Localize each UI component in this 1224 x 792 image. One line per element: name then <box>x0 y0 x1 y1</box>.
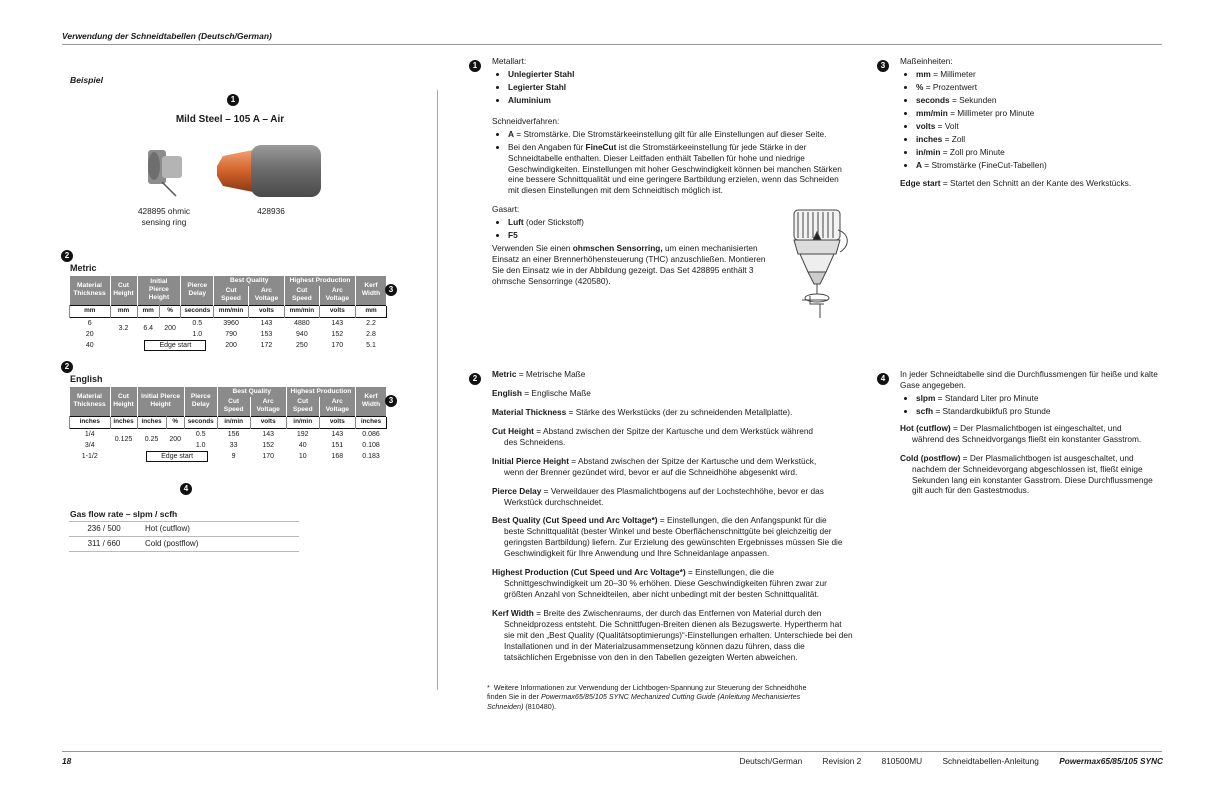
page-header: Verwendung der Schneidtabellen (Deutsch/German) <box>62 31 272 41</box>
term: English <box>492 387 522 398</box>
metric-label: Metric <box>70 263 97 273</box>
footer-doc-title: Schneidtabellen-Anleitung <box>942 756 1039 766</box>
col-pierce-height: Initial Pierce Height <box>137 276 181 305</box>
col-best-quality: Best Quality <box>217 387 286 397</box>
units-row <box>70 305 387 317</box>
cell: 172 <box>260 341 273 349</box>
term: Highest Production (Cut Speed und Arc Voltage*) <box>492 567 686 578</box>
unit-cell: % <box>166 416 184 428</box>
footnote <box>487 683 807 711</box>
definition-cont: beste Schnittqualität (bester Winkel und beste Oberflächenschnittgüte bei gleichzeitig der geringsten Bartbildung) liefern. Zur Erzielung des gewünschten Ergebnisses müssen Sie die Geschwindigkeit für Ihre Anwendung und Ihre Schneidanlage anpassen. <box>504 526 843 559</box>
col-highest-production: Highest Production <box>286 387 355 397</box>
term: mm/min <box>916 107 948 118</box>
cell: 1.0 <box>195 441 206 449</box>
cell: 2.8 <box>366 330 376 338</box>
term: seconds <box>916 94 950 105</box>
definition: (oder Stickstoff) <box>523 216 584 227</box>
cell-pierce-height: 0.25 <box>144 436 159 444</box>
definition-cont: Werkstück durchschneidet. <box>504 496 604 507</box>
table-row <box>69 522 299 537</box>
callout-badge-3-english: 3 <box>385 395 397 407</box>
callout-badge-2-english: 2 <box>61 361 73 373</box>
term: inches <box>916 133 943 144</box>
cell: 0.5 <box>192 319 203 327</box>
definition: Verwenden Sie einen <box>492 242 573 253</box>
section-badge-2: 2 <box>469 373 481 385</box>
cell: 0.086 <box>362 430 380 438</box>
cell: 2.2 <box>366 319 376 327</box>
definition: Bei den Angaben für <box>508 141 586 152</box>
cell: 4880 <box>294 319 310 327</box>
footer-doc-number: 810500MU <box>881 756 923 766</box>
col-cut-height: Cut Height <box>110 276 137 305</box>
list-item <box>916 108 1162 119</box>
definition-item <box>492 407 854 418</box>
footer-divider <box>62 751 1162 752</box>
cell-pierce-pct: 200 <box>169 436 182 444</box>
table-row <box>70 317 387 329</box>
col-material-thickness: Material Thickness <box>70 276 111 305</box>
col-highest-production: Highest Production <box>285 276 356 286</box>
unit-cell: % <box>159 305 180 317</box>
term: Hot (cutflow) <box>900 422 951 433</box>
unit-cell: volts <box>319 305 355 317</box>
cell: 9 <box>231 452 236 460</box>
callout-badge-1: 1 <box>227 94 239 106</box>
cell: 10 <box>298 452 307 460</box>
unit-cell: mm <box>356 305 387 317</box>
footnote-marker: * <box>487 683 490 692</box>
cell: 1/4 <box>84 430 95 438</box>
list-item <box>916 69 1162 80</box>
cell: 40 <box>298 441 307 449</box>
term: Pierce Delay <box>492 485 542 496</box>
col-hp-cut-speed: Cut Speed <box>286 397 319 416</box>
term: Material Thickness <box>492 406 567 417</box>
units-title: Maßeinheiten: <box>900 56 953 66</box>
term: % <box>916 81 924 92</box>
definition-item <box>492 608 854 663</box>
footnote-title: Powermax65/85/105 SYNC Mechanized Cutting Guide (Anleitung Mechanisiertes Schneiden) <box>487 692 801 711</box>
definition: = Metrische Maße <box>516 369 586 379</box>
cell: 168 <box>331 452 344 460</box>
list-item <box>508 142 852 197</box>
gas-hot-label: Hot (cutflow) <box>139 522 299 537</box>
metric-table <box>69 276 387 351</box>
col-best-quality: Best Quality <box>214 276 285 286</box>
unit-cell: inches <box>356 416 387 428</box>
section-1-gas <box>492 204 772 287</box>
unit-cell: inches <box>137 416 166 428</box>
part-ohmic-desc: sensing ring <box>141 216 187 227</box>
example-label: Beispiel <box>70 75 103 85</box>
definition: = Standardkubikfuß pro Stunde <box>933 405 1051 416</box>
cell: 153 <box>260 330 273 338</box>
definition: = Prozentwert <box>923 81 978 92</box>
definition: = Zoll pro Minute <box>940 146 1005 157</box>
definition: = Millimeter pro Minute <box>947 107 1035 118</box>
col-hp-cut-speed: Cut Speed <box>285 286 320 305</box>
col-bq-cut-speed: Cut Speed <box>214 286 249 305</box>
unit-cell: in/min <box>286 416 319 428</box>
term: Edge start <box>900 178 941 189</box>
term: slpm <box>916 392 936 403</box>
col-material-thickness: Material Thickness <box>70 387 111 416</box>
col-hp-arc-voltage: Arc Voltage <box>319 397 355 416</box>
callout-badge-4: 4 <box>180 483 192 495</box>
term: Best Quality (Cut Speed und Arc Voltage*) <box>492 515 658 526</box>
col-pierce-height: Initial Pierce Height <box>137 387 184 416</box>
col-bq-cut-speed: Cut Speed <box>217 397 250 416</box>
unit-cell: volts <box>319 416 355 428</box>
col-kerf-width: Kerf Width <box>356 387 387 416</box>
term: Metric <box>492 369 517 379</box>
section-3 <box>900 56 1162 189</box>
definition: ist die Stromstärkeeinstellung für jede Stärke in der Schneidtabelle enthalten. Dieser Leitfaden enthält Tabellen für hohe und niedrige Geschwindigkeiten. Einstellungen mit hoher Geschwindigkeit können bei manchen Stärken eine bessere Schnittqualität und eine geringere Bartbildung erzielen, wenn das Schneiden mit diesen Einstellungen mit dem Schneidtisch möglich ist. <box>508 141 842 196</box>
definition-cont: während des Schneidvorgangs fließt ein konstanter Gasstrom. <box>912 433 1142 444</box>
unit-cell: mm <box>110 305 137 317</box>
cell: 0.108 <box>362 441 380 449</box>
definition: = Der Plasmalichtbogen ist ausgeschaltet, und <box>960 452 1134 463</box>
table-row <box>70 451 387 462</box>
list-item <box>916 393 1162 404</box>
definition: = Abstand zwischen der Spitze der Kartusche und dem Werkstück während <box>533 425 814 436</box>
cell: 151 <box>331 441 344 449</box>
definition: = Volt <box>935 120 959 131</box>
col-pierce-delay: Pierce Delay <box>181 276 214 305</box>
cell: 790 <box>225 330 237 338</box>
footnote-text: (810480). <box>523 701 557 711</box>
cell: 0.183 <box>362 452 380 460</box>
footer-language: Deutsch/German <box>739 756 803 766</box>
column-divider <box>437 90 438 690</box>
term: A <box>916 159 922 170</box>
gas-intro: In jeder Schneidtabelle sind die Durchflussmengen für heiße und kalte Gase angegeben. <box>900 369 1158 390</box>
edge-start-box: Edge start <box>146 451 208 462</box>
term: ohmschen Sensorring, <box>572 242 663 253</box>
gas-flow-title: Gas flow rate – slpm / scfh <box>70 509 178 519</box>
footer-product: Powermax65/85/105 SYNC <box>1059 756 1163 766</box>
unit-cell: mm/min <box>214 305 249 317</box>
cell: 143 <box>260 319 273 327</box>
ohmic-note <box>492 243 772 287</box>
footnote-text: Weitere Informationen zur Verwendung der Lichtbogen-Spannung zur Steuerung der Schneidhöhe finden Sie in der <box>487 683 807 702</box>
definition-item <box>492 369 854 380</box>
footer-revision: Revision 2 <box>822 756 862 766</box>
gas-hot-value: 236 / 500 <box>69 522 139 537</box>
cell-pierce-pct: 200 <box>164 325 176 333</box>
metal-type-title: Metallart: <box>492 56 527 66</box>
unit-cell: volts <box>248 305 284 317</box>
english-label: English <box>70 374 103 384</box>
col-bq-arc-voltage: Arc Voltage <box>250 397 286 416</box>
part-ohmic-label <box>128 206 200 228</box>
definition: = Zoll <box>942 133 966 144</box>
ohmic-ring-image <box>142 146 188 200</box>
section-badge-4: 4 <box>877 373 889 385</box>
list-item <box>916 406 1162 417</box>
unit-cell: inches <box>110 416 137 428</box>
cell: 192 <box>296 430 309 438</box>
list-item: • Legierter Stahl <box>508 82 852 93</box>
col-pierce-delay: Pierce Delay <box>184 387 217 416</box>
definition: = Standard Liter pro Minute <box>935 392 1039 403</box>
col-bq-arc-voltage: Arc Voltage <box>248 286 284 305</box>
term: mm <box>916 68 931 79</box>
section-1 <box>492 56 852 198</box>
term: A <box>508 128 514 139</box>
definition: = Startet den Schnitt an der Kante des Werkstücks. <box>940 178 1132 189</box>
definition-item <box>492 456 854 478</box>
col-cut-height: Cut Height <box>110 387 137 416</box>
edge-start-note <box>900 178 1162 189</box>
term: Initial Pierce Height <box>492 455 569 466</box>
definition: = Englische Maße <box>521 387 591 398</box>
definition: = Einstellungen, die den Anfangspunkt für die <box>657 515 827 526</box>
unit-cell: mm <box>70 305 111 317</box>
cell: 200 <box>225 341 237 349</box>
unit-cell: seconds <box>181 305 214 317</box>
list-item <box>508 129 852 140</box>
callout-badge-2-metric: 2 <box>61 250 73 262</box>
list-item <box>916 147 1162 158</box>
definition-item <box>492 486 854 508</box>
definition: = Der Plasmalichtbogen ist eingeschaltet, und <box>950 422 1122 433</box>
cell: 3/4 <box>84 441 95 449</box>
definition-item <box>492 515 854 559</box>
definition-cont: Schneidprozess entsteht. Die Schnittfugen-Breiten dienen als Bezugswerte. Hypertherm hat sie mit den „Best Quality (Qualitätsoptimierungs)“-Einstellungen erhalten. Unterschiede bei den Installationen und in der Materialzusammensetzung können dazu führen, dass die tatsächlichen Ergebnisse von den in den Tabellen gezeigten Werten abweichen. <box>504 618 853 662</box>
definition-item <box>492 567 854 600</box>
definition: = Stärke des Werkstücks (der zu schneidenden Metallplatte). <box>566 406 793 417</box>
section-badge-1: 1 <box>469 60 481 72</box>
gas-type-title: Gasart: <box>492 204 520 214</box>
unit-cell: seconds <box>184 416 217 428</box>
definition-item <box>492 426 854 448</box>
cell: 152 <box>331 330 344 338</box>
definition-item <box>900 423 1162 445</box>
list-item: • Unlegierter Stahl <box>508 69 852 80</box>
edge-start-box: Edge start <box>144 340 206 351</box>
cell: 152 <box>262 441 274 449</box>
definition-item <box>492 388 854 399</box>
term: Kerf Width <box>492 608 534 618</box>
definition-cont: des Schneidens. <box>504 436 566 447</box>
cell: 20 <box>85 330 94 338</box>
part-ohmic-number: 428895 ohmic <box>137 206 191 216</box>
list-item: • F5 <box>508 230 772 241</box>
cell: 1.0 <box>192 330 203 338</box>
cell: 33 <box>229 441 238 449</box>
cell: 3960 <box>223 319 239 327</box>
section-2 <box>492 369 854 671</box>
col-hp-arc-voltage: Arc Voltage <box>319 286 355 305</box>
gas-cold-value: 311 / 660 <box>69 537 139 552</box>
table-row <box>70 428 387 440</box>
cell-cut-height: 3.2 <box>118 325 129 333</box>
cell: 5.1 <box>366 341 376 349</box>
cut-chart-title: Mild Steel – 105 A – Air <box>175 114 285 125</box>
cell-cut-height: 0.125 <box>114 436 133 444</box>
gas-flow-table <box>69 521 299 552</box>
cell: 0.5 <box>195 430 206 438</box>
english-table <box>69 387 387 462</box>
col-kerf-width: Kerf Width <box>356 276 387 305</box>
section-4 <box>900 369 1162 504</box>
unit-cell: mm/min <box>285 305 320 317</box>
cell-pierce-height: 6.4 <box>143 325 154 333</box>
term: Luft <box>508 216 524 227</box>
list-item <box>916 82 1162 93</box>
list-item <box>916 121 1162 132</box>
callout-badge-3-metric: 3 <box>385 284 397 296</box>
definition: = Stromstärke. Die Stromstärkeeinstellung gilt für alle Einstellungen auf dieser Seite. <box>514 128 827 139</box>
table-row <box>70 340 387 351</box>
definition: = Einstellungen, die die <box>685 567 774 578</box>
page-number: 18 <box>62 756 72 766</box>
cell: 143 <box>262 430 274 438</box>
torch-illustration <box>780 200 855 330</box>
cell: 170 <box>331 341 344 349</box>
term: FineCut <box>585 141 617 152</box>
cell: 170 <box>262 452 274 460</box>
cell: 940 <box>296 330 308 338</box>
cell: 143 <box>331 319 344 327</box>
process-title: Schneidverfahren: <box>492 115 560 126</box>
part-cap-number: 428936 <box>257 206 285 216</box>
unit-cell: mm <box>137 305 159 317</box>
definition-item <box>900 453 1162 497</box>
list-item <box>916 134 1162 145</box>
units-row <box>70 416 387 428</box>
header-divider <box>62 44 1162 45</box>
definition: = Breite des Zwischenraums, der durch das Entfernen von Material durch den <box>533 608 822 618</box>
cell: 1-1/2 <box>81 452 98 460</box>
cell: 40 <box>85 341 94 349</box>
definition: um einen mechanisierten Einsatz an einer Brennerhöhensteuerung (THC) anzuschließen. Montieren Sie den Einsatz wie in der Abbildung gezeigt. Das Set 428895 enthält 3 ohmsche Sensorringe (420580). <box>492 242 766 286</box>
definition-cont: Schnittgeschwindigkeit um 20–30 % erhöhen. Diese Geschwindigkeiten führen zwar zur größten Anzahl von Schneidteilen, aber nicht unbedingt mit der besten Schnittqualität. <box>504 578 827 600</box>
unit-cell: inches <box>70 416 111 428</box>
cell: 156 <box>227 430 240 438</box>
cell: 6 <box>87 319 92 327</box>
section-badge-3: 3 <box>877 60 889 72</box>
retaining-cap-image <box>213 140 325 202</box>
definition: = Verweildauer des Plasmalichtbogens auf der Lochstechhöhe, bevor er das <box>541 485 824 496</box>
term: scfh <box>916 405 934 416</box>
cell: 143 <box>331 430 344 438</box>
definition: = Sekunden <box>949 94 997 105</box>
gas-cold-label: Cold (postflow) <box>139 537 299 552</box>
list-item <box>508 217 772 228</box>
definition-cont: wenn der Brenner gezündet wird, bevor er auf die Schneidhöhe abgesenkt wird. <box>504 466 798 477</box>
table-row <box>69 537 299 552</box>
definition-cont: nachdem der Schneidevorgang abgeschlossen ist, fließt einige Sekunden lang ein konstanter Gasstrom. Diese Durchflussmenge gilt auch für den Gastestmodus. <box>912 463 1153 496</box>
list-item <box>916 160 1162 171</box>
definition: = Stromstärke (FineCut-Tabellen) <box>922 159 1047 170</box>
list-item: • Aluminium <box>508 95 852 106</box>
cell: 250 <box>296 341 308 349</box>
term: in/min <box>916 146 941 157</box>
definition: = Millimeter <box>930 68 976 79</box>
term: volts <box>916 120 936 131</box>
unit-cell: in/min <box>217 416 250 428</box>
list-item <box>916 95 1162 106</box>
definition: = Abstand zwischen der Spitze der Kartusche und dem Werkstück, <box>569 455 817 466</box>
unit-cell: volts <box>250 416 286 428</box>
term: Cold (postflow) <box>900 452 961 463</box>
footer-info <box>721 756 1163 767</box>
term: Cut Height <box>492 425 534 436</box>
